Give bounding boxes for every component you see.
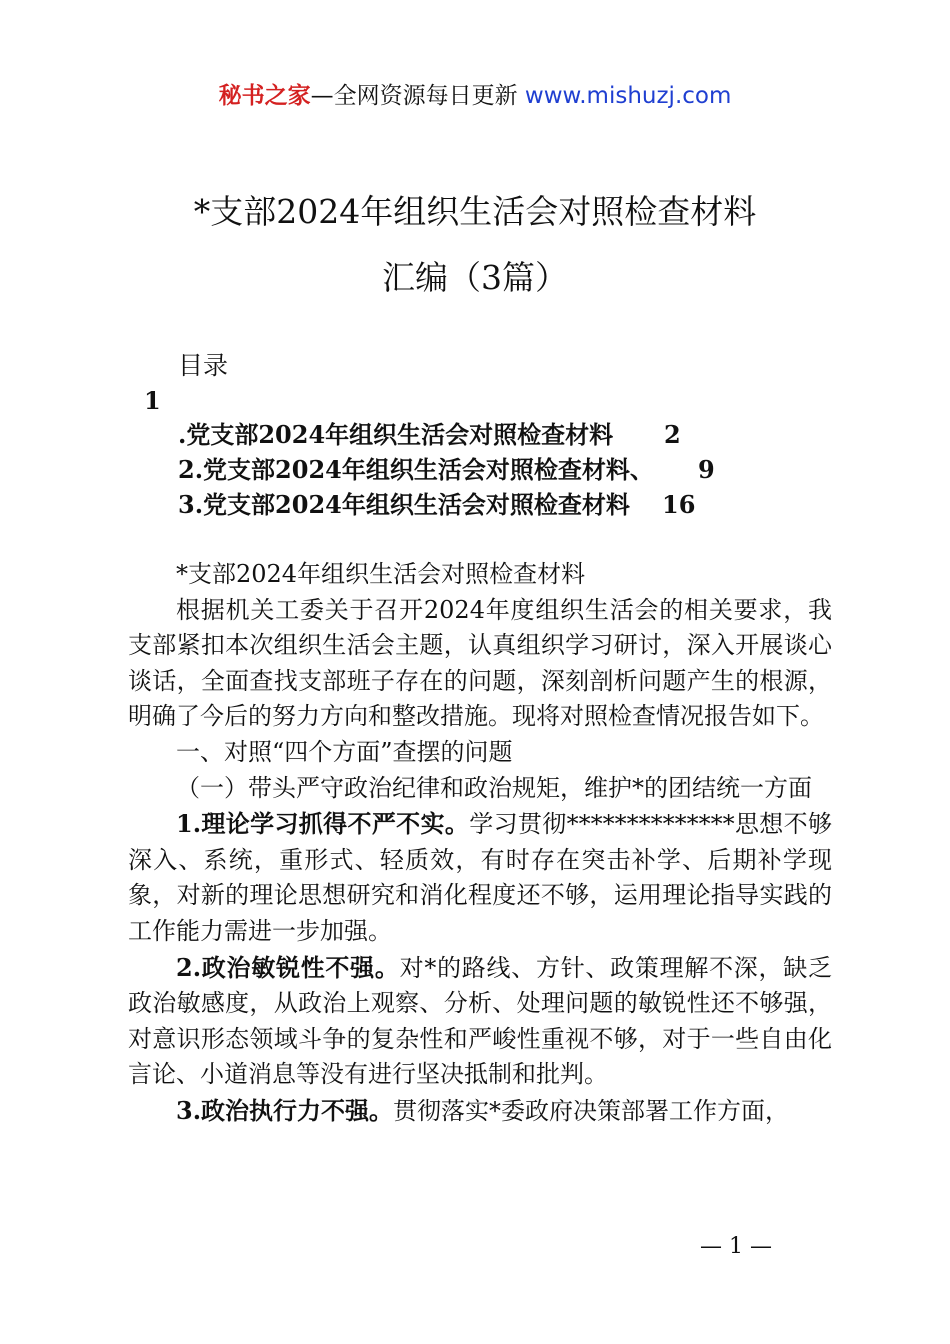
- point-text: 对*的路线、方针、政策理解不深，缺乏政治敏感度，从政治上观察、分析、处理问题的敏锐性还不够强，对意识形态领域斗争的复杂性和严峻性重视不够，对于一些自由化言论、小道消息等没有进行坚决抵制和批判。: [128, 953, 832, 1089]
- toc-item[interactable]: [178, 455, 715, 485]
- toc-item-text: 2.党支部2024年组织生活会对照检查材料、: [178, 455, 654, 484]
- page-number: — 1 —: [700, 1234, 772, 1259]
- toc-first-number: 1: [144, 386, 161, 415]
- toc-item-page: 16: [662, 490, 696, 519]
- point-lead: 3.政治执行力不强。: [176, 1095, 394, 1125]
- toc-item-text: 3.党支部2024年组织生活会对照检查材料: [178, 490, 630, 519]
- document-title-line-1: *支部2024年组织生活会对照检查材料: [193, 192, 757, 231]
- point-paragraph: [128, 806, 832, 949]
- brand-name: 秘书之家: [218, 83, 311, 109]
- section-heading: 一、对照“四个方面”查摆的问题: [176, 737, 513, 766]
- toc-item[interactable]: [178, 490, 696, 520]
- banner-tagline: —全网资源每日更新: [310, 83, 525, 109]
- point-paragraph: [128, 950, 832, 1093]
- site-banner: [0, 80, 950, 112]
- document-body: [128, 557, 832, 1130]
- toc-label: 目录: [178, 351, 229, 380]
- point-text: 学习贯彻**************思想不够深入、系统，重形式、轻质效，有时存在突击补学、后期补学现象，对新的理论思想研究和消化程度还不够，运用理论指导实践的工作能力需进一步加强。: [128, 810, 832, 945]
- point-text: 贯彻落实*委政府决策部署工作方面，: [393, 1096, 790, 1125]
- toc-item[interactable]: [178, 420, 681, 450]
- subsection-heading: （一）带头严守政治纪律和政治规矩，维护*的团结统一方面: [176, 773, 812, 802]
- toc-item-text: .党支部2024年组织生活会对照检查材料: [178, 420, 614, 449]
- document-title-line-2: 汇编（3篇）: [382, 258, 568, 297]
- point-paragraph: [128, 1093, 832, 1130]
- toc-item-page: 9: [698, 455, 715, 484]
- intro-paragraph: 根据机关工委关于召开2024年度组织生活会的相关要求，我支部紧扣本次组织生活会主题，认真组织学习研讨，深入开展谈心谈话，全面查找支部班子存在的问题，深刻剖析问题产生的根源，明确了今后的努力方向和整改措施。现将对照检查情况报告如下。: [128, 595, 832, 731]
- body-heading: *支部2024年组织生活会对照检查材料: [176, 560, 586, 588]
- point-lead: 2.政治敏锐性不强。: [176, 952, 400, 982]
- site-url[interactable]: www.mishuzj.com: [524, 83, 732, 109]
- toc-item-page: 2: [664, 420, 681, 449]
- point-lead: 1.理论学习抓得不严不实。: [176, 809, 470, 839]
